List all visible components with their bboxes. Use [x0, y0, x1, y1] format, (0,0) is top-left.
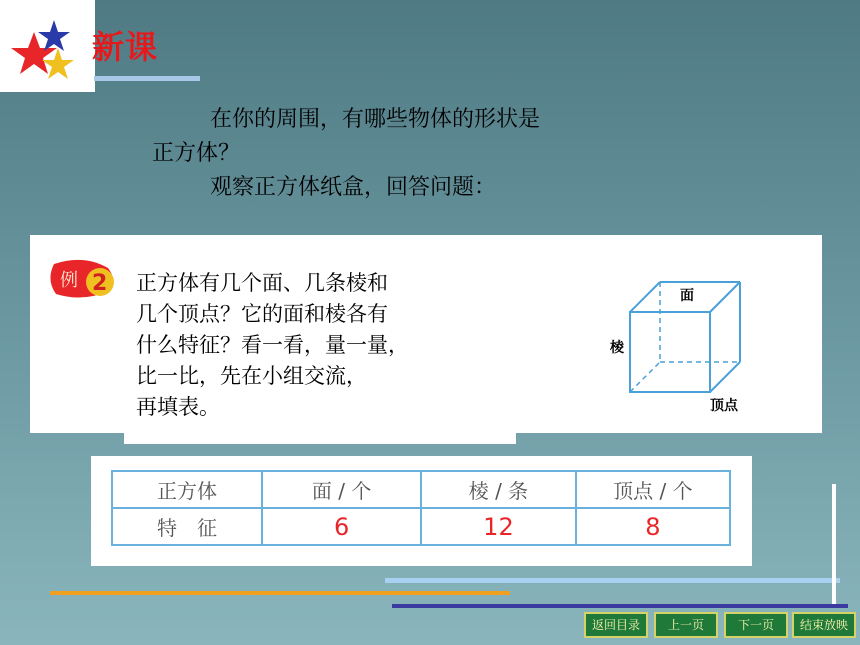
back-to-menu-button[interactable]: 返回目录: [584, 612, 648, 638]
orange-divider: [50, 591, 510, 595]
prompt-line-3: 观察正方体纸盒，回答问题：: [210, 175, 497, 200]
example-question: [124, 268, 516, 444]
example-line: 比一比，先在小组交流，: [136, 364, 367, 388]
badge-number: 2: [92, 271, 108, 296]
next-page-button[interactable]: 下一页: [724, 612, 788, 638]
table-header-row: [112, 471, 730, 508]
table-header-cell: 顶点 / 个: [576, 471, 730, 508]
title-underline: [94, 76, 200, 81]
answer-table-panel: [91, 456, 752, 566]
example-line: 再填表。: [136, 395, 220, 419]
table-header-cell: 棱 / 条: [421, 471, 576, 508]
cube-face-label: 面: [680, 288, 694, 304]
vertices-count: 8: [576, 508, 730, 545]
cube-edge-label: 棱: [610, 340, 624, 356]
cube-diagram: [600, 270, 770, 420]
table-header-cell: 面 / 个: [262, 471, 421, 508]
prev-page-button[interactable]: 上一页: [654, 612, 718, 638]
example-line: 几个顶点？它的面和棱各有: [136, 302, 388, 326]
white-vertical-bar: [832, 484, 836, 604]
prompt-line-2: 正方体？: [152, 141, 241, 166]
faces-count: 6: [262, 508, 421, 545]
example-line: 正方体有几个面、几条棱和: [136, 271, 388, 295]
edges-count: 12: [421, 508, 576, 545]
table-row: [112, 508, 730, 545]
example-badge-icon: [48, 258, 120, 300]
badge-label: 例: [60, 270, 78, 291]
table-row-label: 特 征: [112, 508, 262, 545]
blue-divider: [392, 604, 848, 608]
table-header-cell: 正方体: [112, 471, 262, 508]
cube-vertex-label: 顶点: [710, 398, 738, 414]
lightblue-divider: [385, 578, 840, 583]
answer-table: [111, 470, 731, 546]
stars-logo-icon: [0, 8, 95, 88]
page-title: 新课: [92, 28, 159, 66]
end-show-button[interactable]: 结束放映: [792, 612, 856, 638]
example-line: 什么特征？看一看，量一量，: [136, 333, 409, 357]
prompt-line-1: 在你的周围，有哪些物体的形状是: [210, 107, 541, 132]
